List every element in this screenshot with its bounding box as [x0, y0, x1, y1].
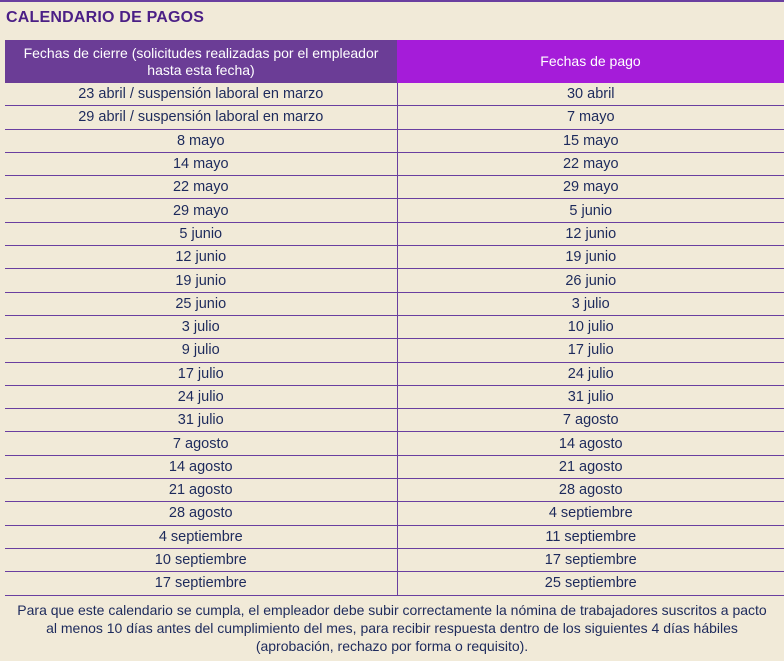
table-row	[5, 129, 784, 152]
closing-date-cell: 4 septiembre	[5, 525, 397, 548]
payment-date-cell: 15 mayo	[397, 129, 784, 152]
payment-date-cell: 12 junio	[397, 222, 784, 245]
payment-date-cell: 14 agosto	[397, 432, 784, 455]
table-row	[5, 548, 784, 571]
table-row	[5, 339, 784, 362]
closing-date-cell: 29 mayo	[5, 199, 397, 222]
payment-date-cell: 17 julio	[397, 339, 784, 362]
table-row	[5, 83, 784, 106]
payment-date-cell: 11 septiembre	[397, 525, 784, 548]
closing-date-cell: 24 julio	[5, 385, 397, 408]
closing-date-cell: 3 julio	[5, 315, 397, 338]
payment-date-cell: 25 septiembre	[397, 572, 784, 595]
closing-date-cell: 14 agosto	[5, 455, 397, 478]
payment-date-cell: 7 mayo	[397, 106, 784, 129]
table-row	[5, 432, 784, 455]
table-header-row	[5, 40, 784, 83]
table-row	[5, 292, 784, 315]
closing-date-cell: 5 junio	[5, 222, 397, 245]
payment-calendar-table	[5, 40, 784, 596]
closing-date-cell: 10 septiembre	[5, 548, 397, 571]
closing-date-cell: 25 junio	[5, 292, 397, 315]
payment-date-cell: 30 abril	[397, 83, 784, 106]
table-body	[5, 83, 784, 595]
table-row	[5, 106, 784, 129]
table-row	[5, 152, 784, 175]
payment-date-cell: 3 julio	[397, 292, 784, 315]
payment-date-cell: 24 julio	[397, 362, 784, 385]
header-payment-dates: Fechas de pago	[397, 40, 784, 83]
payment-date-cell: 22 mayo	[397, 152, 784, 175]
payment-date-cell: 17 septiembre	[397, 548, 784, 571]
table-row	[5, 479, 784, 502]
table-row	[5, 176, 784, 199]
closing-date-cell: 23 abril / suspensión laboral en marzo	[5, 83, 397, 106]
table-row	[5, 315, 784, 338]
closing-date-cell: 28 agosto	[5, 502, 397, 525]
table-row	[5, 385, 784, 408]
top-rule	[0, 0, 784, 2]
closing-date-cell: 8 mayo	[5, 129, 397, 152]
closing-date-cell: 14 mayo	[5, 152, 397, 175]
footnote: Para que este calendario se cumpla, el empleador debe subir correctamente la nómina de trabajadores suscritos a pacto al menos 10 días antes del cumplimiento del mes, para recibir respuesta dentro de los siguientes 4 días hábiles (aprobación, rechazo por forma o requisito).	[17, 602, 767, 654]
closing-date-cell: 7 agosto	[5, 432, 397, 455]
payment-date-cell: 19 junio	[397, 246, 784, 269]
table-row	[5, 199, 784, 222]
closing-date-cell: 17 julio	[5, 362, 397, 385]
closing-date-cell: 22 mayo	[5, 176, 397, 199]
closing-date-cell: 29 abril / suspensión laboral en marzo	[5, 106, 397, 129]
closing-date-cell: 17 septiembre	[5, 572, 397, 595]
payment-date-cell: 7 agosto	[397, 409, 784, 432]
closing-date-cell: 31 julio	[5, 409, 397, 432]
table-row	[5, 502, 784, 525]
payment-date-cell: 28 agosto	[397, 479, 784, 502]
payment-date-cell: 29 mayo	[397, 176, 784, 199]
table-row	[5, 362, 784, 385]
payment-date-cell: 31 julio	[397, 385, 784, 408]
table-row	[5, 222, 784, 245]
closing-date-cell: 9 julio	[5, 339, 397, 362]
table-row	[5, 525, 784, 548]
closing-date-cell: 19 junio	[5, 269, 397, 292]
payment-date-cell: 26 junio	[397, 269, 784, 292]
table-row	[5, 246, 784, 269]
closing-date-cell: 21 agosto	[5, 479, 397, 502]
page-title: CALENDARIO DE PAGOS	[6, 9, 205, 26]
payment-date-cell: 10 julio	[397, 315, 784, 338]
payment-date-cell: 5 junio	[397, 199, 784, 222]
payment-date-cell: 4 septiembre	[397, 502, 784, 525]
table-row	[5, 572, 784, 595]
payment-date-cell: 21 agosto	[397, 455, 784, 478]
table-row	[5, 455, 784, 478]
table-row	[5, 269, 784, 292]
closing-date-cell: 12 junio	[5, 246, 397, 269]
header-closing-dates: Fechas de cierre (solicitudes realizadas por el empleador hasta esta fecha)	[5, 40, 397, 83]
table-row	[5, 409, 784, 432]
